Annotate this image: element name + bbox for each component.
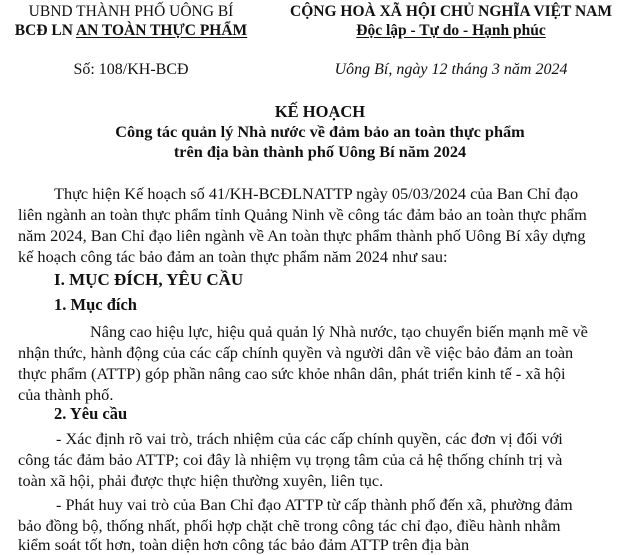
purpose-line: của thành phố. [18, 385, 114, 404]
document-type: KẾ HOẠCH [274, 102, 366, 121]
section-heading: I. MỤC ĐÍCH, YÊU CẦU [54, 270, 244, 289]
national-title: CỘNG HOÀ XÃ HỘI CHỦ NGHĨA VIỆT NAM [290, 3, 612, 20]
requirement-line: - Phát huy vai trò của Ban Chỉ đạo ATTP từ cấp thành phố đến xã, phường đảm [56, 495, 573, 514]
intro-line: Thực hiện Kế hoạch số 41/KH-BCĐLNATTP ngày 05/03/2024 của Ban Chỉ đạo [54, 184, 579, 203]
intro-line: kế hoạch công tác bảo đảm an toàn thực phẩm năm 2024 như sau: [18, 247, 448, 266]
requirement-line: bảo đồng bộ, thống nhất, phối hợp chặt chẽ trong công tác chỉ đạo, điều hành nhằm [18, 516, 561, 535]
committee-name: AN TOÀN THỰC PHẨM [75, 22, 248, 39]
purpose-line: nhận thức, hành động của các cấp chính quyền và người dân về việc bảo đảm an toàn [18, 343, 574, 362]
requirement-line: kiểm soát tốt hơn, toàn diện hơn công tác bảo đảm ATTP trên địa bàn [18, 535, 470, 554]
requirement-line: - Xác định rõ vai trò, trách nhiệm của các cấp chính quyền, các đơn vị đối với [56, 429, 563, 448]
motto-text: Độc lập - Tự do - Hạnh phúc [356, 22, 546, 39]
intro-line: năm 2024, Ban Chỉ đạo liên ngành về An toàn thực phẩm thành phố Uông Bí xây dựng [18, 226, 586, 245]
document-subject-line2: trên địa bàn thành phố Uông Bí năm 2024 [173, 142, 467, 161]
issuing-committee [0, 21, 262, 40]
requirement-line: toàn xã hội, phải được thực hiện thường xuyên, liên tục. [18, 471, 384, 490]
document-number: Số: 108/KH-BCĐ [73, 61, 189, 78]
subsection-heading-requirements: 2. Yêu cầu [54, 404, 128, 423]
subsection-heading-purpose: 1. Mục đích [54, 295, 137, 314]
issuing-authority: UBND THÀNH PHỐ UÔNG BÍ [28, 3, 234, 20]
requirement-line: công tác đảm bảo ATTP; coi đây là nhiệm vụ trọng tâm của cả hệ thống chính trị và [18, 450, 563, 469]
place-date: Uông Bí, ngày 12 tháng 3 năm 2024 [334, 61, 568, 78]
purpose-line: Nâng cao hiệu lực, hiệu quả quản lý Nhà nước, tạo chuyển biến mạnh mẽ về [90, 322, 588, 341]
intro-line: liên ngành an toàn thực phẩm tỉnh Quảng Ninh về công tác đảm bảo an toàn thực phẩm [18, 205, 587, 224]
national-motto [262, 21, 640, 40]
committee-prefix: BCĐ LN [14, 22, 76, 39]
purpose-line: thực phẩm (ATTP) góp phần nâng cao sức khỏe nhân dân, phát triển kinh tế - xã hội [18, 364, 566, 383]
document-subject-line1: Công tác quản lý Nhà nước về đảm bảo an toàn thực phẩm [115, 122, 525, 141]
